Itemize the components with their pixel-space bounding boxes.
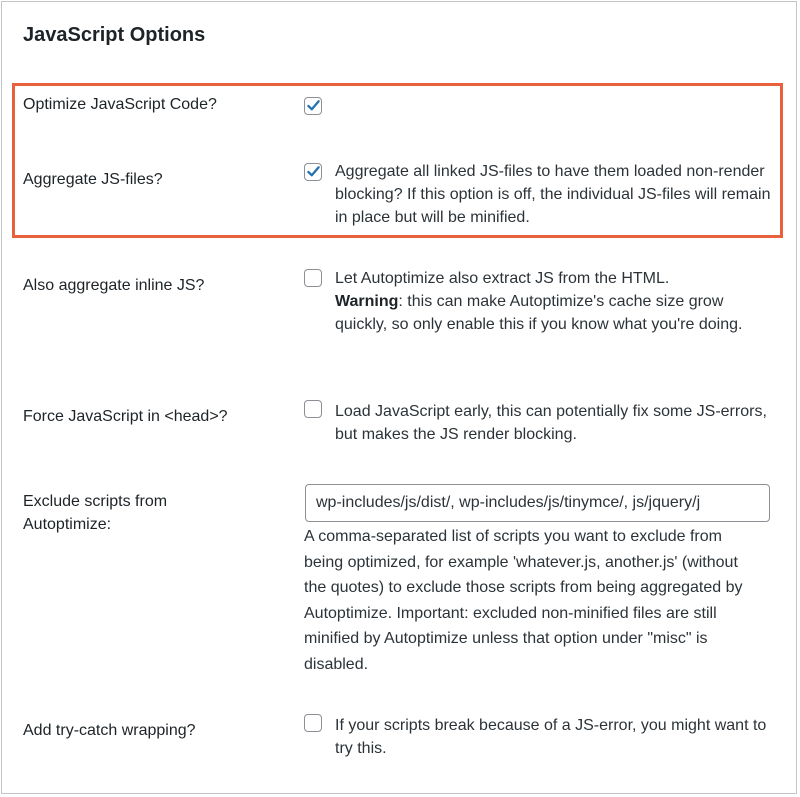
aggregate-js-label: Aggregate JS-files? <box>23 171 163 188</box>
force-head-label: Force JavaScript in <head>? <box>23 408 228 425</box>
exclude-scripts-input[interactable] <box>305 484 770 522</box>
aggregate-inline-intro: Let Autoptimize also extract JS from the HTML. <box>335 270 670 287</box>
aggregate-js-description: Aggregate all linked JS-files to have them loaded non-render blocking? If this option is off, the individual JS-files will remain in place but will be minified. <box>335 163 771 226</box>
checkmark-icon <box>306 164 321 179</box>
optimize-js-label: Optimize JavaScript Code? <box>23 96 217 113</box>
aggregate-inline-label: Also aggregate inline JS? <box>23 277 205 294</box>
try-catch-checkbox[interactable] <box>304 714 322 732</box>
aggregate-inline-description <box>335 267 775 336</box>
section-title: JavaScript Options <box>23 24 206 46</box>
aggregate-inline-checkbox[interactable] <box>304 269 322 287</box>
try-catch-description: If your scripts break because of a JS-error, you might want to try this. <box>335 717 767 757</box>
aggregate-js-checkbox[interactable] <box>304 163 322 181</box>
aggregate-inline-warning: : this can make Autoptimize's cache size grow quickly, so only enable this if you know what you're doing. <box>335 293 743 333</box>
optimize-js-checkbox[interactable] <box>304 97 322 115</box>
force-head-description: Load JavaScript early, this can potentially fix some JS-errors, but makes the JS render blocking. <box>335 403 767 443</box>
checkmark-icon <box>306 98 321 113</box>
exclude-scripts-label: Exclude scripts from Autoptimize: <box>23 493 168 533</box>
warning-label: Warning <box>335 293 399 310</box>
try-catch-label: Add try-catch wrapping? <box>23 722 196 739</box>
javascript-options-panel <box>1 1 797 794</box>
force-head-checkbox[interactable] <box>304 400 322 418</box>
exclude-scripts-help: A comma-separated list of scripts you want to exclude from being optimized, for example 'whatever.js, another.js' (without the quotes) to exclude those scripts from being aggregated by Autoptimize. Important: excluded non-minified files are still minified by Autoptimize unless that option under "misc" is disabled. <box>304 528 743 673</box>
